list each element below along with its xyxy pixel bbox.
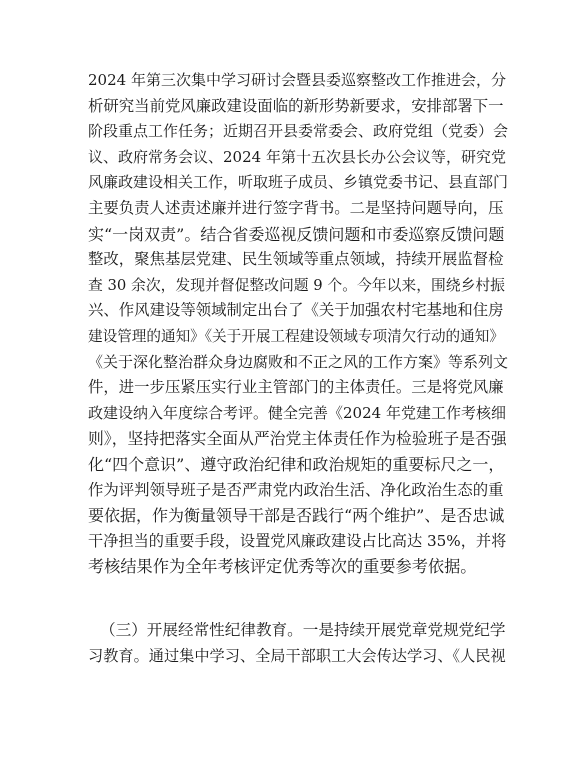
text-line: 作为评判领导班子是否严肃党内政治生活、净化政治生态的重	[88, 480, 504, 499]
text-line: 要依据，作为衡量领导干部是否践行“两个维护”、是否忠诚	[88, 506, 505, 526]
text-line: 兴、作风建设等领域制定出台了《关于加强农村宅基地和住房	[88, 301, 504, 320]
text-line: 建设管理的通知》《关于开展工程建设领域专项清欠行动的通知》	[88, 327, 504, 345]
text-line: 查 30 余次，发现并督促整改问题 9 个。今年以来，围绕乡村振	[88, 276, 505, 294]
text-line: 主要负责人述责述廉并进行签字背书。二是坚持问题导向，压	[88, 198, 504, 217]
text-line: 化“四个意识”、遵守政治纪律和政治规矩的重要标尺之一，	[88, 454, 505, 474]
text-line: 习教育。通过集中学习、全局干部职工大会传达学习、《人民视	[88, 646, 506, 665]
text-line: 《关于深化整治群众身边腐败和不正之风的工作方案》等系列文	[88, 352, 509, 371]
text-line: 实“一岗双责”。结合省委巡视反馈问题和市委巡察反馈问题	[88, 224, 505, 244]
text-line: 则》，坚持把落实全面从严治党主体责任作为检验班子是否强	[88, 429, 507, 449]
text-line: 议、政府常务会议、2024 年第十五次县长办公会议等，研究党	[88, 147, 506, 166]
text-line: 风廉政建设相关工作，听取班子成员、乡镇党委书记、县直部门	[88, 173, 509, 192]
text-line: 考核结果作为全年考核评定优秀等次的重要参考依据。	[88, 557, 477, 577]
text-line: 2024 年第三次集中学习研讨会暨县委巡察整改工作推进会，分	[88, 71, 506, 89]
text-line: 整改，聚焦基层党建、民生领域等重点领域，持续开展监督检	[88, 250, 504, 269]
text-line: 阶段重点工作任务；近期召开县委常委会、政府党组（党委）会	[88, 122, 509, 141]
text-line: 干净担当的重要手段，设置党风廉政建设占比高达 35%，并将	[88, 531, 507, 550]
text-line: 政建设纳入年度综合考评。健全完善《2024 年党建工作考核细	[88, 403, 506, 422]
text-line: 件，进一步压紧压实行业主管部门的主体责任。三是将党风廉	[88, 378, 504, 397]
body-paragraph	[88, 68, 508, 580]
text-line: 析研究当前党风廉政建设面临的新形势新要求，安排部署下一	[88, 96, 504, 115]
body-paragraph	[88, 618, 508, 669]
text-line: （三）开展经常性纪律教育。一是持续开展党章党规党纪学	[100, 621, 506, 639]
